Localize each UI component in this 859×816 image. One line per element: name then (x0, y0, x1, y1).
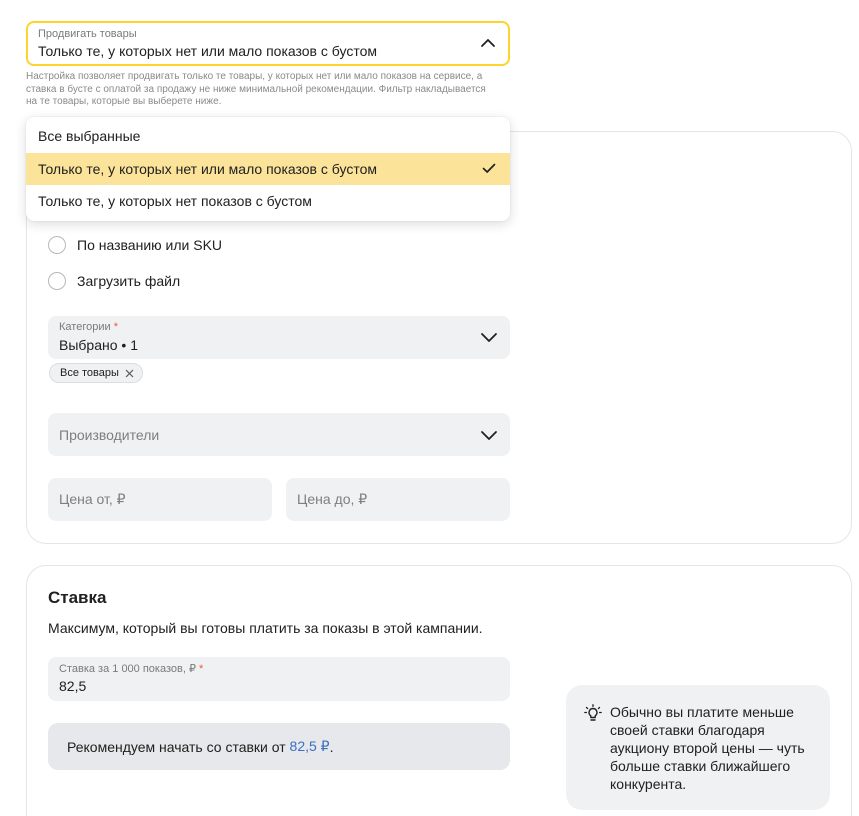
price-to-placeholder: Цена до, ₽ (297, 491, 368, 507)
promote-select[interactable] (26, 21, 510, 66)
required-mark: * (113, 321, 118, 333)
radio-circle[interactable] (48, 272, 66, 290)
required-mark: * (199, 663, 204, 675)
option-all-selected[interactable] (26, 120, 510, 152)
radio-label: По названию или SKU (77, 237, 223, 253)
chevron-down-icon[interactable] (480, 429, 498, 441)
option-label: Только те, у которых нет или мало показов с бустом (38, 161, 377, 177)
bid-description: Максимум, который вы готовы платить за показы в этой кампании. (48, 620, 483, 636)
price-to-input[interactable] (286, 478, 510, 521)
manufacturers-select[interactable] (48, 413, 510, 456)
chevron-up-icon[interactable] (480, 37, 496, 49)
recommend-text: Рекомендуем начать со ставки от (67, 738, 286, 755)
option-no-or-few-impressions[interactable] (26, 153, 510, 185)
promote-dropdown-menu (26, 117, 510, 221)
bid-field-label: Ставка за 1 000 показов, ₽ * (59, 663, 204, 675)
radio-by-name-or-sku[interactable] (48, 236, 222, 254)
option-no-impressions[interactable] (26, 185, 510, 217)
price-from-placeholder: Цена от, ₽ (59, 491, 126, 507)
lightbulb-icon (584, 704, 602, 722)
checkmark-icon (482, 163, 496, 174)
categories-value: Выбрано • 1 (59, 337, 138, 353)
tip-text: Обычно вы платите меньше своей ставки благодаря аукциону второй цены — чуть больше ставки ближайшего конкурента. (610, 704, 805, 792)
bid-title: Ставка (48, 588, 107, 607)
bid-field-value: 82,5 (59, 678, 87, 694)
promote-select-value: Только те, у которых нет или мало показов с бустом (38, 43, 377, 59)
close-icon[interactable] (125, 369, 134, 378)
recommend-bid-link[interactable]: 82,5 ₽ (289, 738, 330, 754)
categories-select[interactable] (48, 316, 510, 359)
option-label: Только те, у которых нет показов с бустом (38, 193, 312, 209)
chevron-down-icon[interactable] (480, 331, 498, 343)
promote-hint: Настройка позволяет продвигать только те товары, у которых нет или мало показов на сервисе, а ставка в бусте с оплатой за продажу не ниже минимальной рекомендации. Фильтр накладывается на те товары, которые вы выберете ниже. (26, 71, 486, 107)
radio-upload-file[interactable] (48, 272, 180, 290)
chip-label: Все товары (60, 367, 119, 379)
price-from-input[interactable] (48, 478, 272, 521)
radio-label: Загрузить файл (77, 273, 181, 289)
category-chip (49, 363, 143, 383)
option-label: Все выбранные (38, 128, 141, 144)
manufacturers-placeholder: Производители (59, 426, 160, 443)
recommendation-box (48, 723, 510, 770)
radio-circle[interactable] (48, 236, 66, 254)
recommend-end: . (329, 738, 334, 755)
tip-box (566, 685, 830, 810)
bid-input[interactable] (48, 657, 510, 701)
promote-select-label: Продвигать товары (38, 28, 137, 40)
categories-label: Категории * (59, 321, 118, 333)
